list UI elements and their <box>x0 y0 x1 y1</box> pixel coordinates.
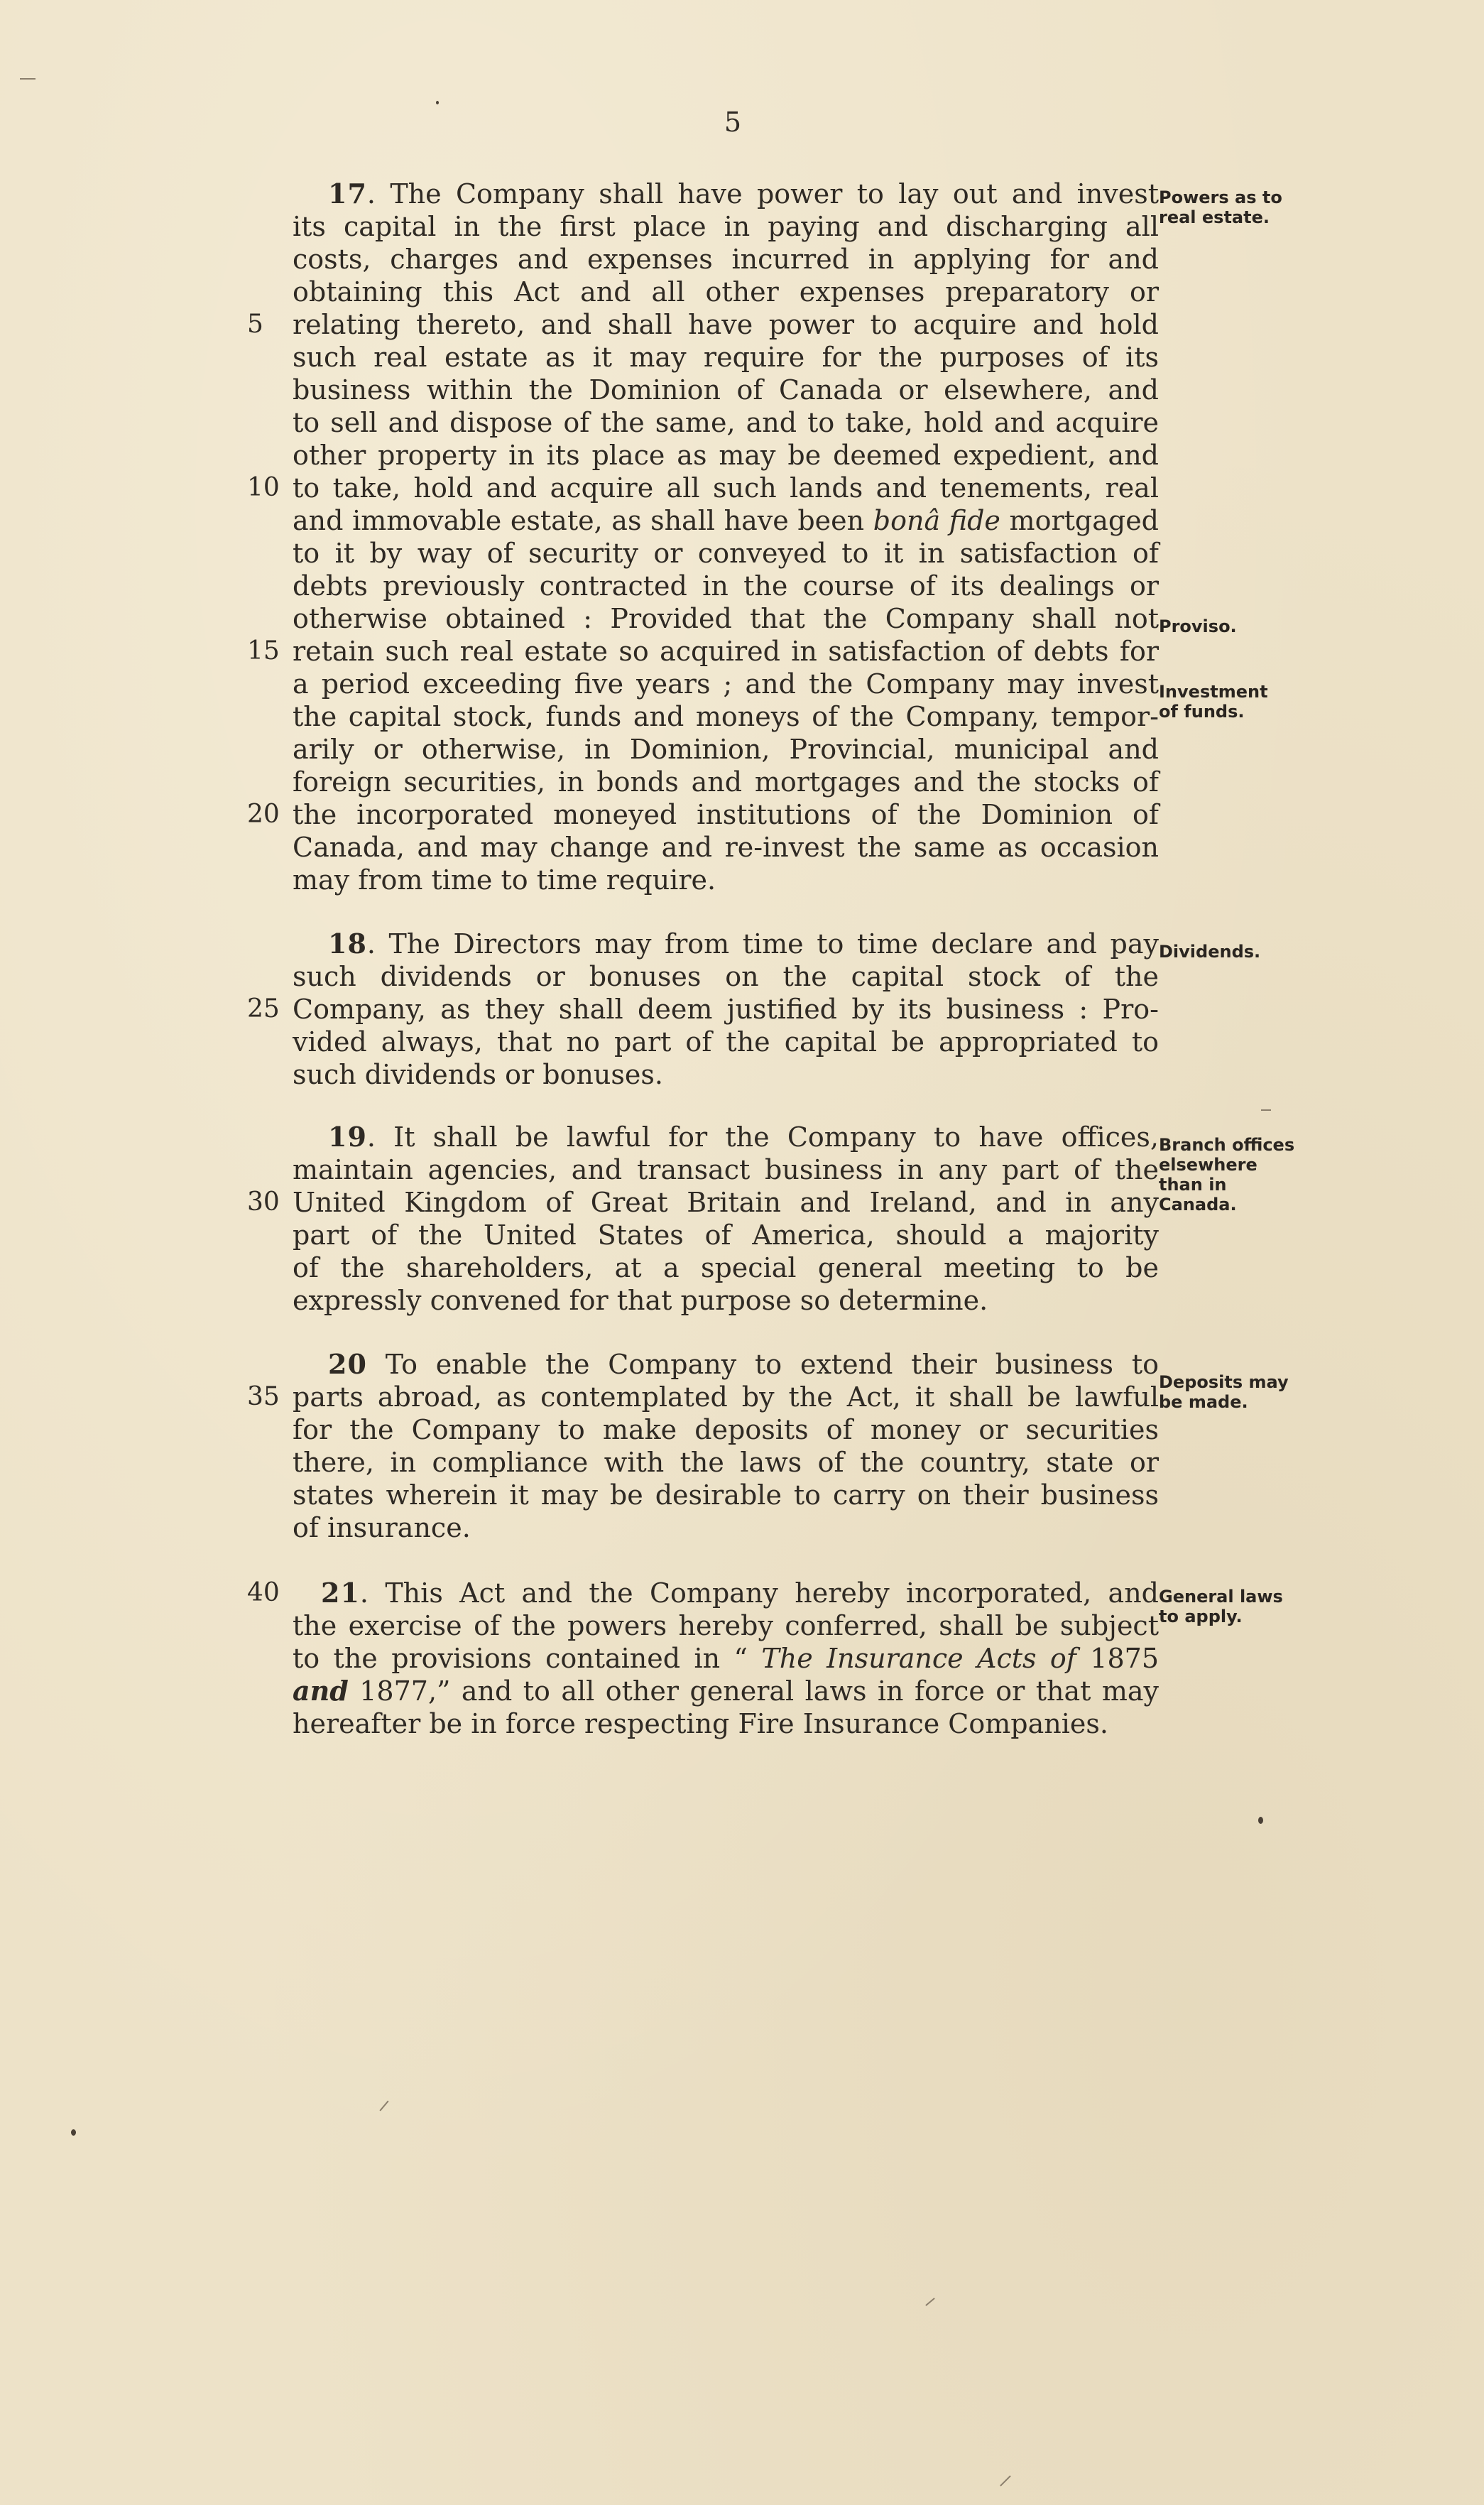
text-line: expressly convened for that purpose so determine. <box>293 1285 988 1316</box>
text-line: there, in compliance with the laws of the country, state or <box>293 1447 1159 1478</box>
section-number: 17 <box>328 178 367 210</box>
text-line: part of the United States of America, should a majority <box>293 1219 1159 1251</box>
text-line: retain such real estate so acquired in satisfaction of debts for <box>293 636 1159 667</box>
margin-note-proviso: Proviso. <box>1159 616 1237 636</box>
line-text: and immovable estate, as shall have been <box>293 505 873 536</box>
paper-mark <box>20 78 36 80</box>
margin-note-deposits: Deposits may be made. <box>1159 1372 1289 1412</box>
line-text: . This Act and the Company hereby incorporated, and <box>359 1577 1159 1609</box>
text-line: of the shareholders, at a special general meeting to be <box>293 1252 1159 1283</box>
line-text: to the provisions contained in “ <box>293 1643 762 1674</box>
text-line: vided always, that no part of the capital be appropriated to <box>293 1026 1159 1058</box>
line-number: 5 <box>247 310 263 339</box>
text-line: a period exceeding five years ; and the Company may invest <box>293 668 1159 700</box>
text-line: relating thereto, and shall have power to acquire and hold <box>293 309 1159 340</box>
text-line: to it by way of security or conveyed to it in satisfaction of <box>293 538 1159 569</box>
line-text: . It shall be lawful for the Company to have offices, <box>366 1121 1159 1153</box>
italic-text: The Insurance Acts of <box>761 1643 1076 1674</box>
margin-note-branch-offices: Branch offices elsewhere than in Canada. <box>1159 1135 1295 1215</box>
page-number: 5 <box>724 107 742 138</box>
line-number: 10 <box>247 473 280 502</box>
text-line: such dividends or bonuses on the capital stock of the <box>293 961 1159 992</box>
text-line: its capital in the first place in paying and discharging all <box>293 211 1159 242</box>
line-number: 20 <box>247 800 280 829</box>
text-line: obtaining this Act and all other expenses preparatory or <box>293 276 1159 308</box>
text-line: other property in its place as may be deemed expedient, and <box>293 440 1159 471</box>
italic-text: and <box>293 1675 349 1707</box>
text-line: may from time to time require. <box>293 864 716 896</box>
paper-mark <box>1261 1109 1271 1111</box>
text-line: such real estate as it may require for the purposes of its <box>293 342 1159 373</box>
text-line: of insurance. <box>293 1512 471 1543</box>
line-text: . The Company shall have power to lay out and invest <box>366 178 1159 210</box>
text-line: to take, hold and acquire all such lands and tenements, real <box>293 472 1159 504</box>
text-line <box>328 928 1159 960</box>
paper-speck <box>1258 1817 1263 1824</box>
text-line: the exercise of the powers hereby conferred, shall be subject <box>293 1610 1159 1641</box>
text-line <box>328 178 1159 210</box>
text-line: Canada, and may change and re-invest the same as occasion <box>293 832 1159 863</box>
text-line: arily or otherwise, in Dominion, Provincial, municipal and <box>293 734 1159 765</box>
text-line <box>293 1642 1159 1675</box>
line-text: . The Directors may from time to time declare and pay <box>366 928 1159 960</box>
text-line <box>321 1577 1159 1609</box>
text-line: hereafter be in force respecting Fire Insurance Companies. <box>293 1708 1108 1739</box>
text-line <box>293 504 1159 537</box>
margin-note-general-laws: General laws to apply. <box>1159 1587 1283 1626</box>
text-line: otherwise obtained : Provided that the Company shall not <box>293 603 1159 634</box>
line-text: 1875 <box>1076 1643 1159 1674</box>
text-line: Company, as they shall deem justified by its business : Pro- <box>293 994 1159 1025</box>
text-line: debts previously contracted in the course of its dealings or <box>293 570 1159 602</box>
text-line: to sell and dispose of the same, and to take, hold and acquire <box>293 407 1159 438</box>
text-line <box>293 1675 1159 1707</box>
text-line: United Kingdom of Great Britain and Ireland, and in any <box>293 1187 1159 1218</box>
margin-note-dividends: Dividends. <box>1159 942 1261 962</box>
text-line: states wherein it may be desirable to carry on their business <box>293 1479 1159 1511</box>
text-line: the capital stock, funds and moneys of the Company, tempor- <box>293 701 1159 732</box>
text-line: such dividends or bonuses. <box>293 1059 663 1090</box>
line-text: 1877,” and to all other general laws in force or that may <box>348 1675 1159 1707</box>
text-line <box>328 1348 1159 1381</box>
paper-mark <box>1000 2475 1011 2487</box>
text-line: parts abroad, as contemplated by the Act, it shall be lawful <box>293 1381 1159 1413</box>
text-line: costs, charges and expenses incurred in applying for and <box>293 244 1159 275</box>
line-text: mortgaged <box>1000 505 1160 536</box>
line-number: 25 <box>247 994 280 1023</box>
line-number: 35 <box>247 1382 280 1411</box>
text-line: foreign securities, in bonds and mortgages and the stocks of <box>293 766 1159 798</box>
paper-speck <box>436 101 439 104</box>
line-text: To enable the Company to extend their business to <box>366 1349 1159 1380</box>
paper-mark <box>379 2100 388 2111</box>
section-number: 19 <box>328 1121 367 1153</box>
italic-text: bonâ fide <box>873 505 1000 536</box>
text-line: business within the Dominion of Canada or elsewhere, and <box>293 374 1159 406</box>
line-number: 40 <box>247 1578 280 1607</box>
paper-speck <box>71 2129 76 2136</box>
line-number <box>247 178 290 210</box>
line-number: 15 <box>247 636 280 665</box>
text-line <box>328 1121 1159 1153</box>
section-number: 21 <box>321 1577 360 1609</box>
margin-note-powers: Powers as to real estate. <box>1159 188 1282 227</box>
section-number: 20 <box>328 1348 367 1380</box>
margin-note-investment: Investment of funds. <box>1159 682 1268 722</box>
line-number: 30 <box>247 1188 280 1217</box>
text-line: the incorporated moneyed institutions of the Dominion of <box>293 799 1159 830</box>
paper-mark <box>925 2298 935 2306</box>
section-number: 18 <box>328 928 367 960</box>
text-line: maintain agencies, and transact business in any part of the <box>293 1154 1159 1185</box>
text-line: for the Company to make deposits of money or securities <box>293 1414 1159 1445</box>
